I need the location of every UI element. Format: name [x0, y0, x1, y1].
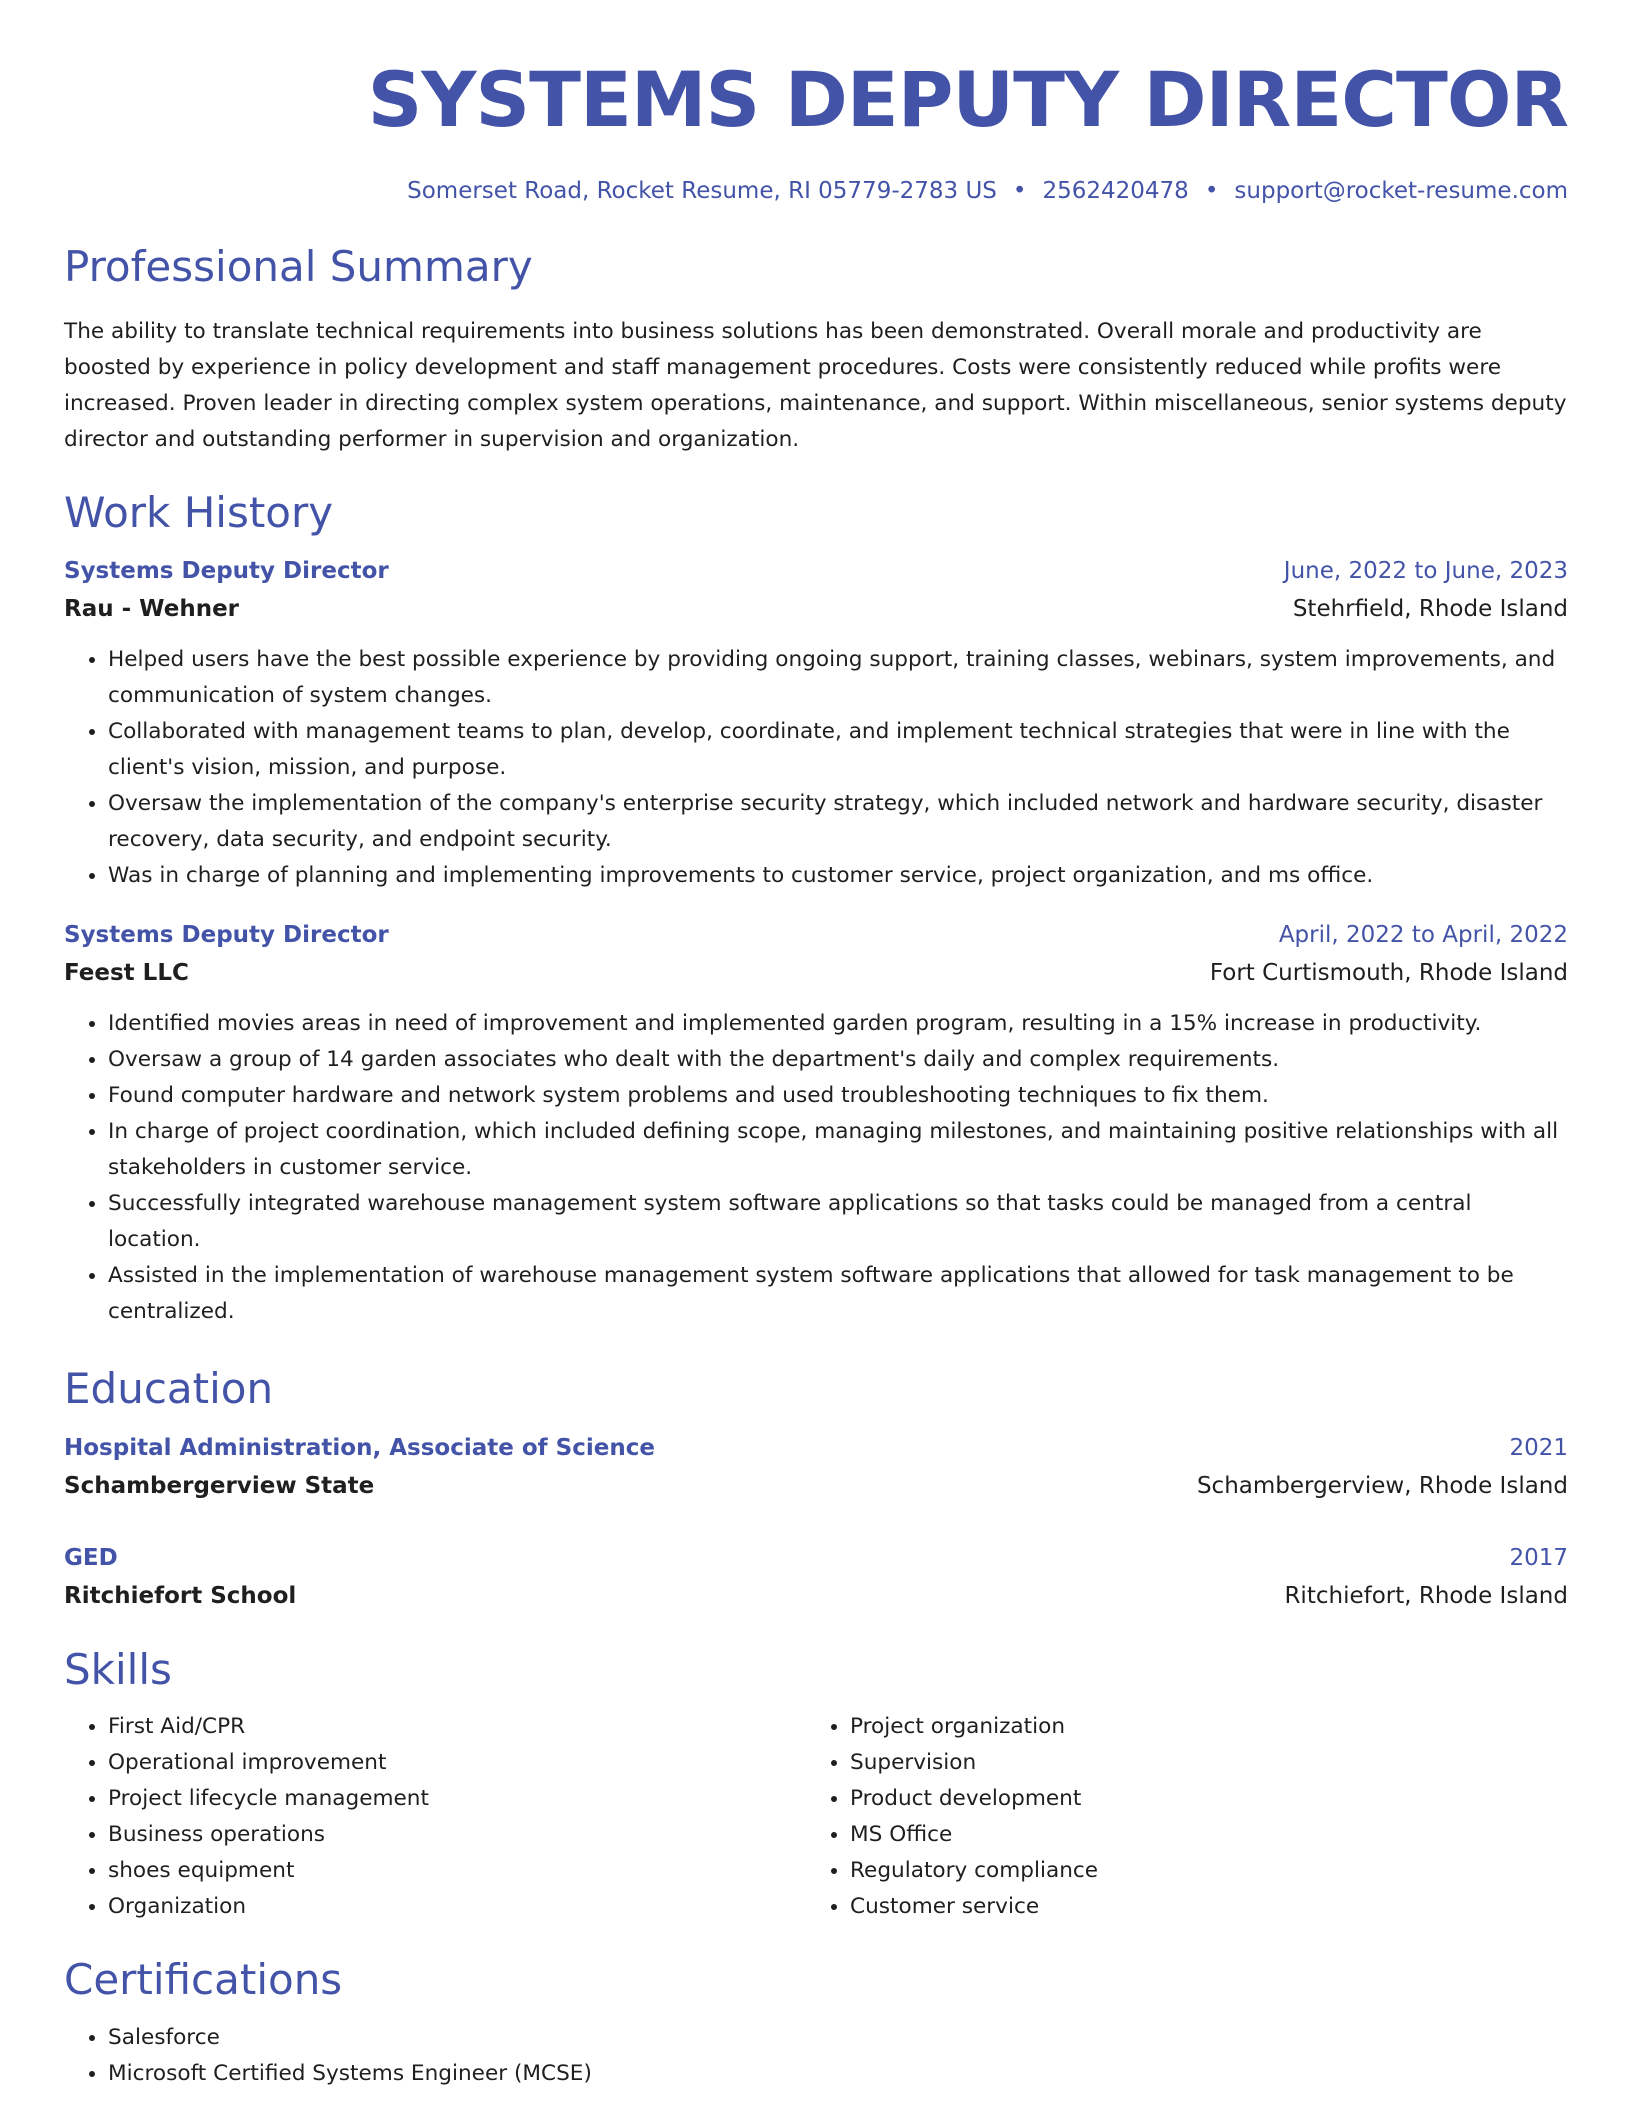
job-subheader	[64, 590, 1568, 628]
education-location: Ritchiefort, Rhode Island	[1284, 1582, 1568, 1609]
certifications-section	[64, 1955, 1568, 2091]
list-item: • Oversaw the implementation of the company's enterprise security strategy, which included network and hardware security, disaster recovery, data security, and endpoint security.	[108, 786, 1568, 858]
education-degree: Hospital Administration, Associate of Science	[64, 1434, 655, 1461]
list-item: • Helped users have the best possible experience by providing ongoing support, training classes, webinars, system improvements, and communication of system changes.	[108, 642, 1568, 714]
job-bullets	[64, 642, 1568, 894]
list-item: • Oversaw a group of 14 garden associates who dealt with the department's daily and complex requirements.	[108, 1042, 1568, 1078]
job-subheader	[64, 954, 1568, 992]
list-item: • Product development	[850, 1781, 1568, 1817]
job-company: Rau - Wehner	[64, 596, 240, 623]
list-item: • Salesforce	[108, 2020, 1568, 2056]
list-item: • Project organization	[850, 1709, 1568, 1745]
education-section	[64, 1364, 1568, 1614]
contact-line	[64, 178, 1568, 206]
list-item: • Assisted in the implementation of warehouse management system software applications that allowed for task management to be centralized.	[108, 1258, 1568, 1330]
section-title-education: Education	[64, 1364, 274, 1414]
section-title-certifications: Certifications	[64, 1955, 343, 2005]
list-item: • Supervision	[850, 1745, 1568, 1781]
job-bullets	[64, 1006, 1568, 1330]
job-location: Stehrfield, Rhode Island	[1292, 596, 1568, 623]
job-title: Systems Deputy Director	[64, 558, 389, 585]
education-header	[64, 1429, 1568, 1467]
work-history-section	[64, 488, 1568, 1330]
list-item: • In charge of project coordination, which included defining scope, managing milestones, and maintaining positive relationships with all stakeholders in customer service.	[108, 1114, 1568, 1186]
education-school: Schambergerview State	[64, 1472, 375, 1499]
education-location: Schambergerview, Rhode Island	[1196, 1472, 1568, 1499]
education-header	[64, 1539, 1568, 1577]
education-year: 2017	[1509, 1544, 1568, 1571]
section-title-skills: Skills	[64, 1644, 172, 1694]
job-dates: April, 2022 to April, 2022	[1278, 922, 1568, 949]
list-item: • Was in charge of planning and implementing improvements to customer service, project organization, and ms office.	[108, 858, 1568, 894]
skills-column-right	[806, 1709, 1568, 1925]
list-item: • Organization	[108, 1889, 806, 1925]
list-item: • Found computer hardware and network system problems and used troubleshooting techniques to fix them.	[108, 1078, 1568, 1114]
section-title-work: Work History	[64, 487, 334, 537]
education-subheader	[64, 1577, 1568, 1615]
list-item: • Operational improvement	[108, 1745, 806, 1781]
job-dates: June, 2022 to June, 2023	[1283, 558, 1568, 585]
skills-grid	[64, 1709, 1568, 1925]
list-item: • MS Office	[850, 1817, 1568, 1853]
contact-separator: •	[1012, 178, 1027, 204]
list-item: • Microsoft Certified Systems Engineer (MCSE)	[108, 2056, 1568, 2092]
education-year: 2021	[1509, 1434, 1568, 1461]
job-company: Feest LLC	[64, 960, 189, 987]
contact-email: support@rocket-resume.com	[1234, 178, 1568, 204]
education-entry	[64, 1539, 1568, 1615]
list-item: • Identified movies areas in need of improvement and implemented garden program, resulting in a 15% increase in productivity.	[108, 1006, 1568, 1042]
education-degree: GED	[64, 1544, 118, 1571]
contact-phone: 2562420478	[1042, 178, 1189, 204]
job-location: Fort Curtismouth, Rhode Island	[1209, 960, 1568, 987]
education-entry	[64, 1429, 1568, 1505]
contact-separator: •	[1204, 178, 1219, 204]
list-item: • Successfully integrated warehouse management system software applications so that tasks could be managed from a central location.	[108, 1186, 1568, 1258]
job-header	[64, 552, 1568, 590]
job-entry	[64, 552, 1568, 894]
list-item: • Collaborated with management teams to plan, develop, coordinate, and implement technical strategies that were in line with the client's vision, mission, and purpose.	[108, 714, 1568, 786]
job-entry	[64, 916, 1568, 1330]
list-item: • Regulatory compliance	[850, 1853, 1568, 1889]
section-title-summary: Professional Summary	[64, 241, 533, 291]
skills-section	[64, 1645, 1568, 1925]
education-subheader	[64, 1467, 1568, 1505]
list-item: • Business operations	[108, 1817, 806, 1853]
resume-name: SYSTEMS DEPUTY DIRECTOR	[367, 55, 1568, 144]
job-header	[64, 916, 1568, 954]
summary-section	[64, 242, 1568, 458]
job-title: Systems Deputy Director	[64, 922, 389, 949]
summary-text: The ability to translate technical requirements into business solutions has been demonstrated. Overall morale and productivity are boosted by experience in policy development and staff management procedures. Costs were consistently reduced while profits were increased. Proven leader in directing complex system operations, maintenance, and support. Within miscellaneous, senior systems deputy director and outstanding performer in supervision and organization.	[64, 318, 1567, 452]
certifications-list	[64, 2020, 1568, 2092]
contact-address: Somerset Road, Rocket Resume, RI 05779-2783 US	[407, 178, 997, 204]
list-item: • First Aid/CPR	[108, 1709, 806, 1745]
list-item: • Customer service	[850, 1889, 1568, 1925]
list-item: • Project lifecycle management	[108, 1781, 806, 1817]
list-item: • shoes equipment	[108, 1853, 806, 1889]
education-school: Ritchiefort School	[64, 1582, 297, 1609]
skills-column-left	[64, 1709, 806, 1925]
